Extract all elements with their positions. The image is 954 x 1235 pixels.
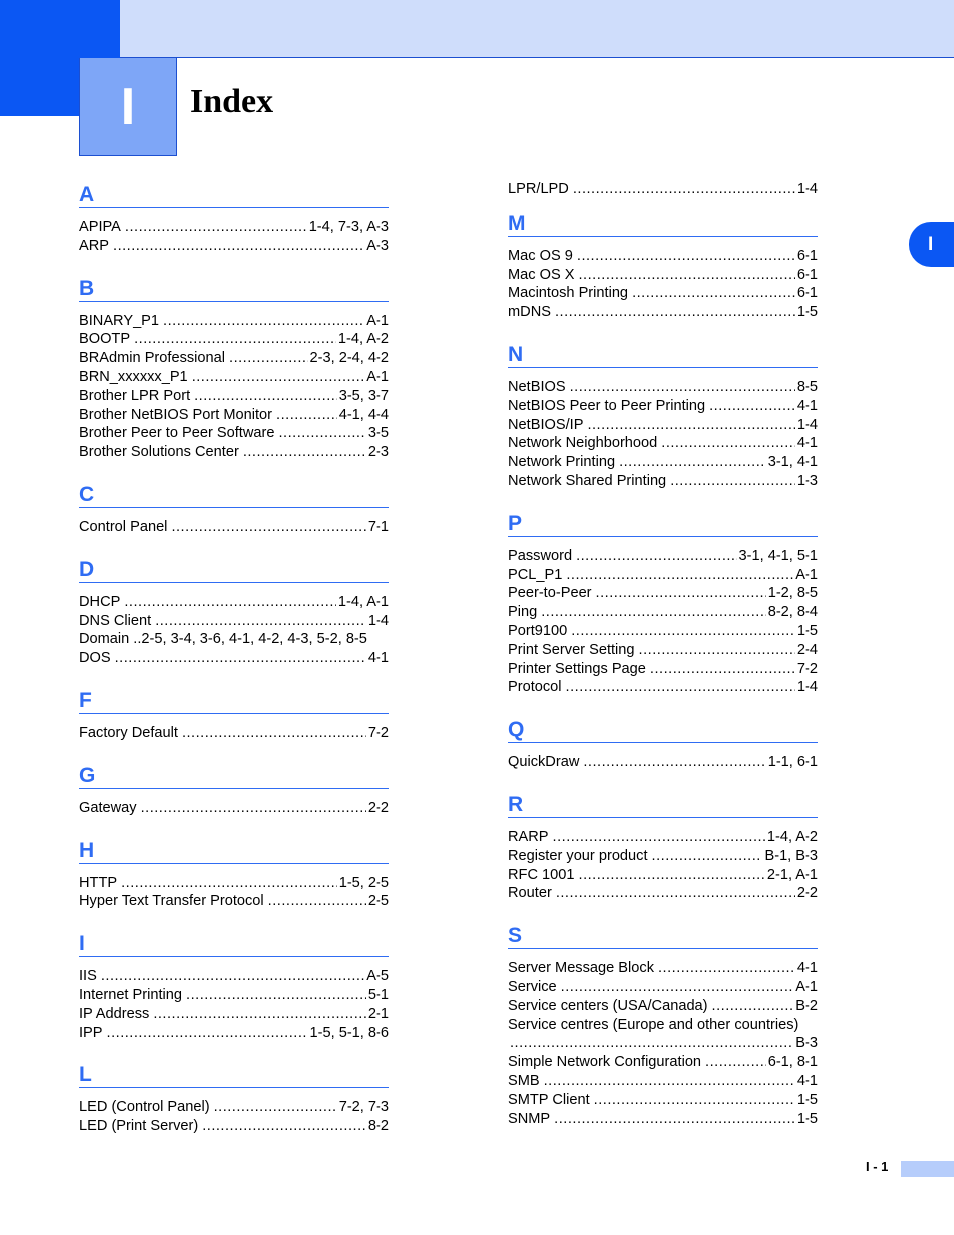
index-term: Network Shared Printing bbox=[508, 472, 667, 489]
index-entry bbox=[79, 892, 389, 911]
section-gap bbox=[79, 818, 389, 834]
index-term: Macintosh Printing bbox=[508, 285, 629, 302]
section-heading: S bbox=[508, 921, 818, 949]
index-entry bbox=[508, 828, 818, 847]
index-pages: 1-4 bbox=[367, 612, 389, 629]
index-term: Internet Printing bbox=[79, 986, 183, 1003]
index-pages: 4-1 bbox=[796, 435, 818, 452]
index-term: HTTP bbox=[79, 874, 118, 891]
section-gap bbox=[508, 322, 818, 338]
section-heading: L bbox=[79, 1060, 389, 1088]
dot-leader bbox=[553, 828, 765, 847]
index-term: RFC 1001 bbox=[508, 866, 575, 883]
index-term: Protocol bbox=[508, 679, 562, 696]
index-pages: 7-2 bbox=[367, 724, 389, 741]
index-term: NetBIOS bbox=[508, 378, 566, 395]
section-gap bbox=[79, 743, 389, 759]
index-column-left bbox=[79, 180, 389, 1154]
index-section-a bbox=[79, 180, 389, 272]
index-pages: A-1 bbox=[795, 978, 818, 995]
index-pages: 7-1 bbox=[367, 518, 389, 535]
index-entry bbox=[79, 368, 389, 387]
index-pages: 8-5 bbox=[796, 378, 818, 395]
index-term: Print Server Setting bbox=[508, 641, 635, 658]
section-gap bbox=[508, 199, 818, 209]
section-heading: A bbox=[79, 180, 389, 208]
index-pages: 1-4 bbox=[796, 181, 818, 197]
dot-leader bbox=[577, 247, 795, 266]
index-term: SNMP bbox=[508, 1110, 551, 1127]
index-section-s bbox=[508, 921, 818, 1144]
index-pages: B-2 bbox=[795, 997, 818, 1014]
index-term: PCL_P1 bbox=[508, 566, 563, 583]
index-entry bbox=[79, 649, 389, 668]
dot-leader bbox=[214, 1098, 337, 1117]
dot-leader: .. bbox=[133, 631, 142, 648]
dot-leader bbox=[661, 434, 795, 453]
index-pages: 3-5 bbox=[367, 425, 389, 442]
dot-leader bbox=[652, 847, 763, 866]
index-entry bbox=[508, 247, 818, 266]
section-gap bbox=[508, 903, 818, 919]
section-heading: D bbox=[79, 555, 389, 583]
index-entry bbox=[508, 847, 818, 866]
index-entry bbox=[508, 1053, 818, 1072]
index-entry bbox=[79, 799, 389, 818]
dot-leader bbox=[670, 472, 795, 491]
index-term: Service centers (USA/Canada) bbox=[508, 997, 708, 1014]
index-entry bbox=[508, 303, 818, 322]
index-entry bbox=[79, 312, 389, 331]
section-gap bbox=[79, 668, 389, 684]
index-entry bbox=[508, 1016, 818, 1054]
index-pages: 1-5 bbox=[796, 1091, 818, 1108]
index-term: IIS bbox=[79, 968, 97, 985]
dot-leader bbox=[544, 1072, 795, 1091]
index-pages: 2-1 bbox=[367, 1005, 389, 1022]
index-pages: 2-4 bbox=[796, 641, 818, 658]
dot-leader bbox=[194, 387, 337, 406]
index-section-c bbox=[79, 480, 389, 553]
index-term: SMTP Client bbox=[508, 1091, 590, 1108]
dot-leader bbox=[596, 584, 766, 603]
dot-leader bbox=[107, 1024, 308, 1043]
index-entry bbox=[79, 1005, 389, 1024]
index-entry bbox=[79, 630, 389, 649]
index-section-m bbox=[508, 209, 818, 338]
index-pages: 1-2, 8-5 bbox=[767, 585, 818, 602]
index-term: Hyper Text Transfer Protocol bbox=[79, 893, 264, 910]
index-section-q bbox=[508, 715, 818, 788]
index-term: DOS bbox=[79, 650, 111, 667]
section-gap bbox=[79, 256, 389, 272]
dot-leader bbox=[619, 453, 766, 472]
index-entry bbox=[508, 284, 818, 303]
section-gap bbox=[79, 1042, 389, 1058]
dot-leader bbox=[125, 218, 307, 237]
index-entry bbox=[508, 959, 818, 978]
index-term: Gateway bbox=[79, 799, 137, 816]
index-entry bbox=[508, 453, 818, 472]
index-entry bbox=[79, 349, 389, 368]
index-entry bbox=[508, 180, 818, 199]
index-entry bbox=[508, 978, 818, 997]
index-pages: 1-4 bbox=[796, 679, 818, 696]
index-term: IP Address bbox=[79, 1005, 150, 1022]
chapter-side-tab[interactable]: I bbox=[909, 222, 954, 267]
page-title: Index bbox=[190, 83, 274, 120]
index-pages: 8-2, 8-4 bbox=[767, 604, 818, 621]
dot-leader bbox=[639, 641, 795, 660]
dot-leader bbox=[268, 892, 366, 911]
dot-leader bbox=[566, 678, 795, 697]
section-gap bbox=[508, 772, 818, 788]
dot-leader bbox=[570, 378, 795, 397]
index-pages: 1-4, 7-3, A-3 bbox=[308, 219, 389, 235]
section-gap bbox=[79, 1136, 389, 1152]
section-heading: P bbox=[508, 509, 818, 537]
section-gap bbox=[79, 462, 389, 478]
index-entry bbox=[508, 1110, 818, 1129]
index-term: mDNS bbox=[508, 304, 551, 321]
index-term: Server Message Block bbox=[508, 960, 654, 977]
index-term: Service bbox=[508, 978, 557, 995]
dot-leader bbox=[587, 416, 794, 435]
header-band bbox=[0, 0, 954, 58]
dot-leader bbox=[279, 424, 366, 443]
chapter-letter-box bbox=[79, 58, 177, 156]
index-term: BOOTP bbox=[79, 331, 131, 348]
dot-leader bbox=[171, 518, 365, 537]
dot-leader bbox=[556, 884, 795, 903]
index-pages: 1-4, A-2 bbox=[337, 331, 389, 348]
index-section-r bbox=[508, 790, 818, 919]
index-pages: 2-5 bbox=[367, 893, 389, 910]
dot-leader bbox=[561, 978, 794, 997]
index-pages: 4-1 bbox=[796, 1072, 818, 1089]
chapter-letter: I bbox=[120, 77, 136, 136]
dot-leader bbox=[155, 612, 366, 631]
dot-leader bbox=[113, 237, 364, 256]
index-entry bbox=[79, 443, 389, 462]
section-gap bbox=[508, 1128, 818, 1144]
dot-leader bbox=[541, 603, 765, 622]
dot-leader bbox=[101, 967, 364, 986]
index-term: Network Neighborhood bbox=[508, 435, 658, 452]
index-pages: 6-1 bbox=[796, 285, 818, 302]
section-heading: C bbox=[79, 480, 389, 508]
section-heading: B bbox=[79, 274, 389, 302]
index-pages: 5-1 bbox=[367, 986, 389, 1003]
index-term: NetBIOS Peer to Peer Printing bbox=[508, 397, 706, 414]
dot-leader bbox=[182, 724, 366, 743]
index-pages: B-3 bbox=[795, 1035, 818, 1052]
index-pages: 4-1 bbox=[796, 960, 818, 977]
index-pages: 1-4, A-2 bbox=[766, 828, 818, 845]
index-entry bbox=[79, 724, 389, 743]
index-term: Brother NetBIOS Port Monitor bbox=[79, 406, 273, 423]
index-entry bbox=[508, 753, 818, 772]
index-term: BINARY_P1 bbox=[79, 312, 160, 329]
index-term: BRN_xxxxxx_P1 bbox=[79, 368, 188, 385]
index-entry bbox=[79, 387, 389, 406]
index-pages: B-1, B-3 bbox=[764, 847, 818, 864]
index-pages: 1-5, 2-5 bbox=[338, 874, 389, 891]
index-pages: 3-5, 3-7 bbox=[338, 387, 389, 404]
index-pages: 6-1 bbox=[796, 247, 818, 264]
dot-leader bbox=[202, 1117, 366, 1136]
index-entry bbox=[508, 678, 818, 697]
dot-leader bbox=[510, 1034, 793, 1053]
dot-leader bbox=[573, 180, 795, 199]
index-pages: 1-5, 5-1, 8-6 bbox=[309, 1024, 389, 1041]
dot-leader bbox=[594, 1091, 795, 1110]
index-pages: 1-4, A-1 bbox=[337, 593, 389, 610]
index-section-n bbox=[508, 340, 818, 507]
index-entry bbox=[79, 967, 389, 986]
index-term: DNS Client bbox=[79, 612, 152, 629]
dot-leader bbox=[192, 368, 365, 387]
index-term: Brother Peer to Peer Software bbox=[79, 425, 275, 442]
index-entry bbox=[79, 874, 389, 893]
footer-bar bbox=[901, 1161, 954, 1177]
index-pages: 1-5 bbox=[796, 622, 818, 639]
index-pages: 4-1 bbox=[367, 650, 389, 667]
index-entry bbox=[508, 416, 818, 435]
dot-leader bbox=[134, 330, 336, 349]
dot-leader bbox=[554, 1110, 795, 1129]
section-gap bbox=[79, 537, 389, 553]
index-entry bbox=[79, 406, 389, 425]
index-section-h bbox=[79, 836, 389, 928]
index-section-g bbox=[79, 761, 389, 834]
dot-leader bbox=[576, 547, 736, 566]
index-term: LPR/LPD bbox=[508, 181, 569, 197]
dot-leader bbox=[566, 566, 793, 585]
index-pages: 1-5 bbox=[796, 304, 818, 321]
index-entry bbox=[508, 1072, 818, 1091]
index-section-b bbox=[79, 274, 389, 478]
index-pages: A-3 bbox=[366, 237, 389, 254]
section-heading: F bbox=[79, 686, 389, 714]
index-term: ARP bbox=[79, 237, 110, 254]
index-term: Network Printing bbox=[508, 454, 616, 471]
page-number: I - 1 bbox=[866, 1159, 889, 1174]
index-term: Port9100 bbox=[508, 622, 568, 639]
dot-leader bbox=[709, 397, 795, 416]
section-heading: G bbox=[79, 761, 389, 789]
index-entry bbox=[79, 1098, 389, 1117]
index-entry bbox=[508, 997, 818, 1016]
index-entry bbox=[508, 622, 818, 641]
section-heading: R bbox=[508, 790, 818, 818]
index-term: Register your product bbox=[508, 847, 648, 864]
dot-leader bbox=[153, 1005, 366, 1024]
index-entry bbox=[508, 397, 818, 416]
index-pages: 4-1, 4-4 bbox=[338, 406, 389, 423]
index-section-d bbox=[79, 555, 389, 684]
section-heading: Q bbox=[508, 715, 818, 743]
index-pages: 2-2 bbox=[367, 799, 389, 816]
index-entry bbox=[79, 1117, 389, 1136]
index-pages: 1-5 bbox=[796, 1110, 818, 1127]
index-entry bbox=[508, 472, 818, 491]
index-column-right bbox=[508, 180, 818, 1146]
index-pages: A-1 bbox=[366, 312, 389, 329]
index-pages: A-1 bbox=[795, 566, 818, 583]
index-entry bbox=[79, 518, 389, 537]
index-entry bbox=[508, 584, 818, 603]
index-entry bbox=[508, 434, 818, 453]
index-term: BRAdmin Professional bbox=[79, 350, 226, 367]
index-pages: 2-3 bbox=[367, 444, 389, 461]
dot-leader bbox=[276, 406, 337, 425]
index-pages: 1-4 bbox=[796, 416, 818, 433]
index-term: Brother LPR Port bbox=[79, 387, 191, 404]
index-entry bbox=[79, 218, 389, 237]
index-pages: 6-1 bbox=[796, 266, 818, 283]
index-section-l bbox=[79, 1060, 389, 1152]
index-entry bbox=[508, 378, 818, 397]
index-pages: 2-5, 3-4, 3-6, 4-1, 4-2, 4-3, 5-2, 8-5 bbox=[141, 631, 367, 648]
index-term: Router bbox=[508, 885, 552, 902]
dot-leader bbox=[555, 303, 795, 322]
index-pages: 7-2 bbox=[796, 660, 818, 677]
index-pages: 3-1, 4-1, 5-1 bbox=[738, 547, 818, 564]
index-term: Password bbox=[508, 547, 573, 564]
index-pages: 2-2 bbox=[796, 885, 818, 902]
index-term: Mac OS 9 bbox=[508, 247, 573, 264]
section-heading: N bbox=[508, 340, 818, 368]
dot-leader bbox=[583, 753, 765, 772]
dot-leader bbox=[186, 986, 366, 1005]
index-section-i bbox=[79, 929, 389, 1058]
index-term: Simple Network Configuration bbox=[508, 1054, 702, 1071]
index-term: Domain bbox=[79, 631, 130, 648]
index-pages: 6-1, 8-1 bbox=[767, 1054, 818, 1071]
dot-leader bbox=[141, 799, 366, 818]
index-term: Peer-to-Peer bbox=[508, 585, 592, 602]
dot-leader bbox=[658, 959, 795, 978]
index-entry bbox=[508, 641, 818, 660]
index-term: Brother Solutions Center bbox=[79, 444, 239, 461]
dot-leader bbox=[650, 660, 795, 679]
index-term: Service centres (Europe and other countries) bbox=[508, 1016, 799, 1033]
index-entry bbox=[508, 603, 818, 622]
dot-leader bbox=[712, 997, 794, 1016]
dot-leader bbox=[115, 649, 366, 668]
index-term: APIPA bbox=[79, 219, 121, 235]
index-term: Control Panel bbox=[79, 518, 168, 535]
section-heading: H bbox=[79, 836, 389, 864]
dot-leader bbox=[124, 593, 336, 612]
index-entry bbox=[79, 1024, 389, 1043]
index-term: RARP bbox=[508, 828, 549, 845]
index-entry bbox=[79, 612, 389, 631]
index-pages: 7-2, 7-3 bbox=[338, 1099, 389, 1116]
index-entry bbox=[508, 884, 818, 903]
index-pages: 1-1, 6-1 bbox=[767, 754, 818, 771]
index-entry bbox=[508, 866, 818, 885]
index-entry bbox=[508, 266, 818, 285]
index-entry bbox=[79, 237, 389, 256]
index-term: NetBIOS/IP bbox=[508, 416, 584, 433]
index-pages: 1-3 bbox=[796, 472, 818, 489]
index-section-p bbox=[508, 509, 818, 713]
index-pages: 8-2 bbox=[367, 1118, 389, 1135]
index-entry bbox=[508, 1091, 818, 1110]
index-term: Mac OS X bbox=[508, 266, 575, 283]
index-pages: 2-3, 2-4, 4-2 bbox=[309, 350, 389, 367]
dot-leader bbox=[579, 866, 765, 885]
index-term: Ping bbox=[508, 604, 538, 621]
dot-leader bbox=[571, 622, 795, 641]
index-entry bbox=[79, 424, 389, 443]
index-entry bbox=[508, 660, 818, 679]
dot-leader bbox=[163, 312, 364, 331]
index-term: Factory Default bbox=[79, 724, 178, 741]
index-pages: 3-1, 4-1 bbox=[767, 454, 818, 471]
index-pages: 2-1, A-1 bbox=[766, 866, 818, 883]
index-pages: A-5 bbox=[366, 968, 389, 985]
dot-leader bbox=[243, 443, 366, 462]
index-entry bbox=[79, 593, 389, 612]
section-gap bbox=[79, 911, 389, 927]
section-gap bbox=[508, 491, 818, 507]
index-entry bbox=[508, 547, 818, 566]
index-pages: 4-1 bbox=[796, 397, 818, 414]
dot-leader bbox=[121, 874, 337, 893]
index-term: Printer Settings Page bbox=[508, 660, 646, 677]
section-heading: M bbox=[508, 209, 818, 237]
dot-leader bbox=[579, 266, 795, 285]
dot-leader bbox=[229, 349, 307, 368]
index-entry bbox=[508, 566, 818, 585]
dot-leader bbox=[632, 284, 795, 303]
index-entry bbox=[79, 986, 389, 1005]
index-term: SMB bbox=[508, 1072, 540, 1089]
index-term: DHCP bbox=[79, 593, 121, 610]
section-gap bbox=[508, 697, 818, 713]
section-heading: I bbox=[79, 929, 389, 957]
index-entry bbox=[79, 330, 389, 349]
dot-leader bbox=[705, 1053, 766, 1072]
index-term: LED (Control Panel) bbox=[79, 1099, 210, 1116]
index-term: LED (Print Server) bbox=[79, 1118, 199, 1135]
index-section-f bbox=[79, 686, 389, 759]
index-pages: A-1 bbox=[366, 368, 389, 385]
index-term: QuickDraw bbox=[508, 754, 580, 771]
index-term: IPP bbox=[79, 1024, 103, 1041]
